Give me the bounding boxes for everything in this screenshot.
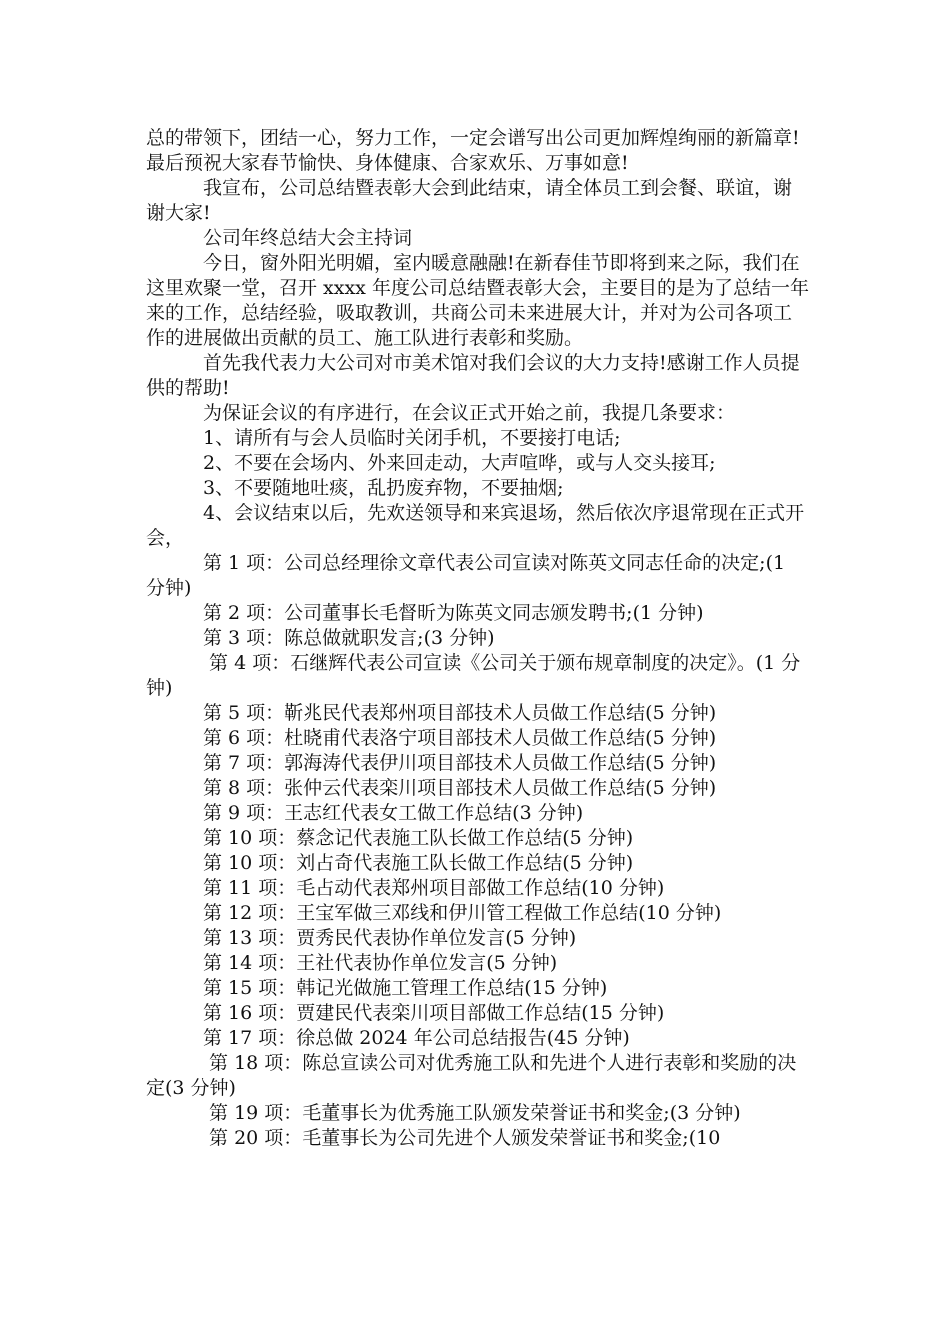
paragraph-closing-wishes: 总的带领下，团结一心，努力工作，一定会谱写出公司更加辉煌绚丽的新篇章!最后预祝大家春节愉快、身体健康、合家欢乐、万事如意! (146, 127, 800, 174)
paragraph-closing-announcement: 我宣布，公司总结暨表彰大会到此结束，请全体员工到会餐、联谊，谢谢大家! (146, 177, 793, 224)
paragraph-thanks: 首先我代表力大公司对市美术馆对我们会议的大力支持!感谢工作人员提供的帮助! (146, 352, 800, 399)
agenda-item: 第 16 项：贾建民代表栾川项目部做工作总结(15 分钟) (203, 1002, 665, 1024)
agenda-item: 第 17 项：徐总做 2024 年公司总结报告(45 分钟) (203, 1027, 630, 1049)
agenda-item: 第 4 项：石继辉代表公司宣读《公司关于颁布规章制度的决定》。(1 分钟) (146, 652, 801, 699)
agenda-item: 第 2 项：公司董事长毛督昕为陈英文同志颁发聘书;(1 分钟) (203, 602, 704, 624)
agenda-item: 第 10 项：蔡念记代表施工队长做工作总结(5 分钟) (203, 827, 634, 849)
agenda-item: 第 14 项：王社代表协作单位发言(5 分钟) (203, 952, 558, 974)
agenda-item: 第 10 项：刘占奇代表施工队长做工作总结(5 分钟) (203, 852, 634, 874)
requirement-item: 4、会议结束以后，先欢送领导和来宾退场，然后依次序退常现在正式开会， (146, 502, 805, 549)
agenda-item: 第 18 项：陈总宣读公司对优秀施工队和先进个人进行表彰和奖励的决定(3 分钟) (146, 1052, 797, 1099)
agenda-item: 第 9 项：王志红代表女工做工作总结(3 分钟) (203, 802, 584, 824)
agenda-item: 第 19 项：毛董事长为优秀施工队颁发荣誉证书和奖金;(3 分钟) (203, 1102, 741, 1124)
agenda-item: 第 1 项：公司总经理徐文章代表公司宣读对陈英文同志任命的决定;(1 分钟) (146, 552, 792, 599)
paragraph-requirements-intro: 为保证会议的有序进行，在会议正式开始之前，我提几条要求： (203, 402, 736, 424)
paragraph-opening: 今日，窗外阳光明媚，室内暖意融融!在新春佳节即将到来之际，我们在这里欢聚一堂，召开 xxxx 年度公司总结暨表彰大会，主要目的是为了总结一年来的工作，总结经验，吸取教训，共商公司未来进展大计，并对为公司各项工作的进展做出贡献的员工、施工队进行表彰和奖励。 (146, 252, 809, 349)
agenda-item: 第 15 项：韩记光做施工管理工作总结(15 分钟) (203, 977, 608, 999)
agenda-item: 第 11 项：毛占动代表郑州项目部做工作总结(10 分钟) (203, 877, 665, 899)
document-body (146, 126, 810, 1151)
agenda-item: 第 5 项：靳兆民代表郑州项目部技术人员做工作总结(5 分钟) (203, 702, 717, 724)
requirement-item: 1、请所有与会人员临时关闭手机，不要接打电话; (203, 427, 621, 449)
agenda-item: 第 13 项：贾秀民代表协作单位发言(5 分钟) (203, 927, 577, 949)
agenda-item: 第 6 项：杜晓甫代表洛宁项目部技术人员做工作总结(5 分钟) (203, 727, 717, 749)
agenda-item: 第 7 项：郭海涛代表伊川项目部技术人员做工作总结(5 分钟) (203, 752, 717, 774)
agenda-item: 第 12 项：王宝军做三邓线和伊川管工程做工作总结(10 分钟) (203, 902, 722, 924)
agenda-item: 第 8 项：张仲云代表栾川项目部技术人员做工作总结(5 分钟) (203, 777, 717, 799)
requirement-item: 3、不要随地吐痰，乱扔废弃物，不要抽烟; (203, 477, 564, 499)
section-heading: 公司年终总结大会主持词 (203, 227, 413, 249)
agenda-item: 第 3 项：陈总做就职发言;(3 分钟) (203, 627, 495, 649)
requirement-item: 2、不要在会场内、外来回走动，大声喧哗，或与人交头接耳; (203, 452, 716, 474)
agenda-item: 第 20 项：毛董事长为公司先进个人颁发荣誉证书和奖金;(10 (203, 1127, 721, 1149)
